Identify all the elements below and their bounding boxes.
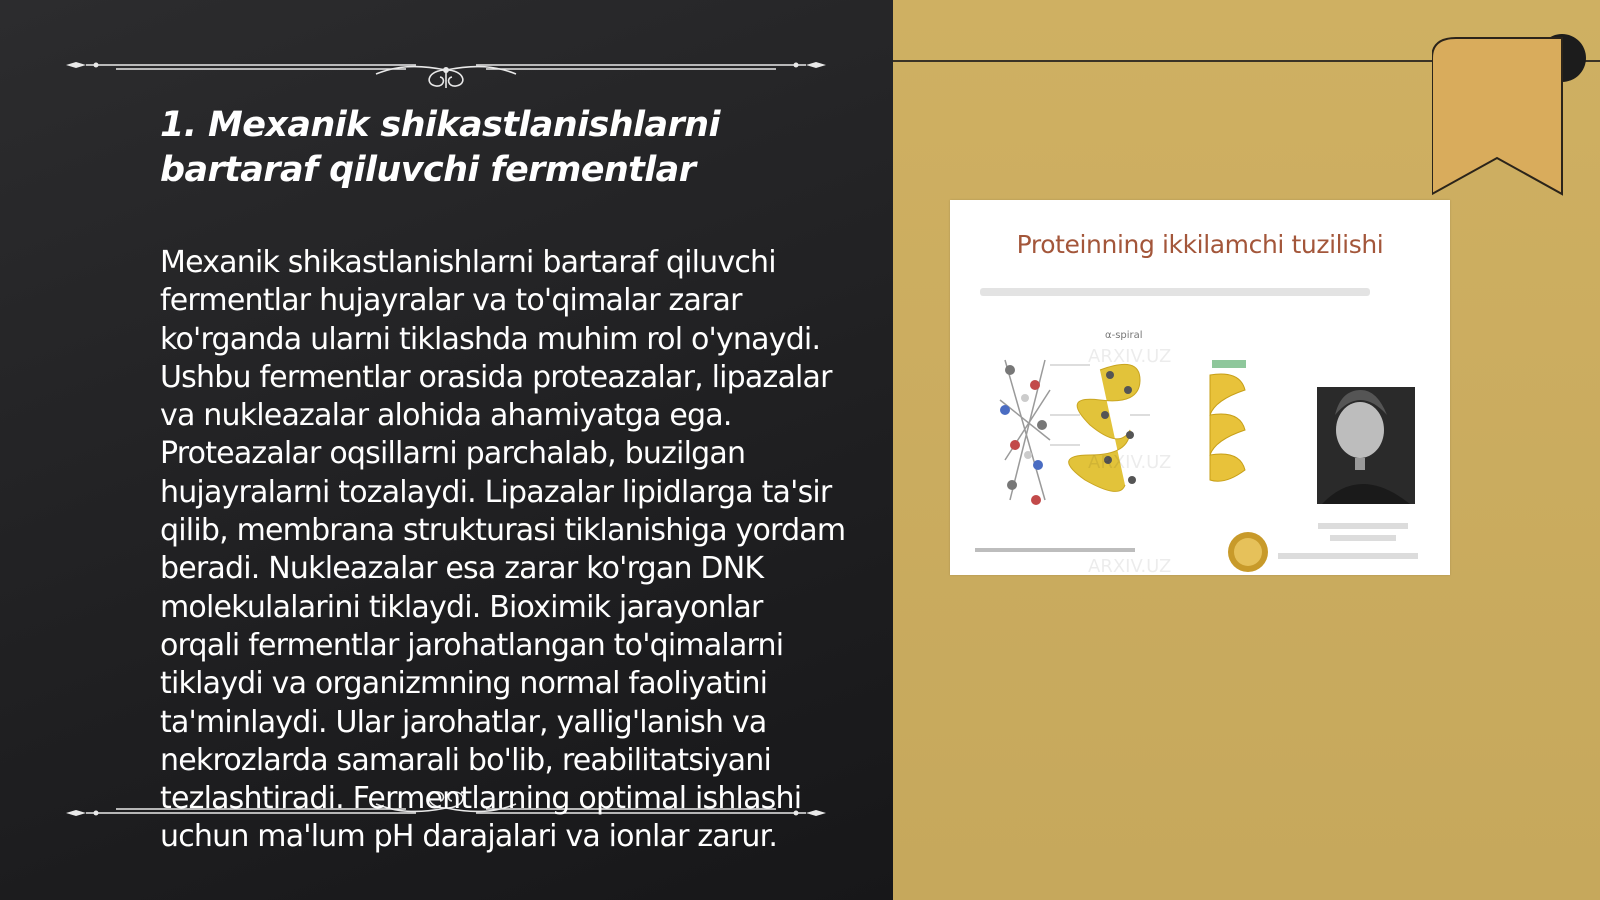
protein-structure-figure — [950, 200, 1450, 575]
slide-title: 1. Mexanik shikastlanishlarni bartaraf qiluvchi fermentlar — [160, 105, 720, 190]
watermark-text-3: ARXIV.UZ — [1088, 556, 1172, 575]
watermark-text-2: ARXIV.UZ — [1088, 452, 1172, 473]
figure-title: Proteinning ikkilamchi tuzilishi — [1016, 230, 1384, 259]
helix-label: α-spiral — [1105, 330, 1143, 341]
protein-helix-illustration — [950, 200, 1450, 575]
bookmark-ribbon-icon — [1432, 34, 1592, 199]
slide-body-text: Mexanik shikastlanishlarni bartaraf qiluvchi fermentlar hujayralar va to'qimalar zarar ko'rganda ularni tiklashda muhim rol o'ynaydi. Ushbu fermentlar orasida proteazalar, lipazalar va nukleazalar alohida ahamiyatga ega. Proteazalar oqsillarni parchalab, buzilgan hujayralarni tozalaydi. Lipazalar lipidlarga ta'sir qilib, membrana strukturasi tiklanishiga yordam beradi. Nukleazalar esa zarar ko'rgan DNK molekulalarini tiklaydi. Bioximik jarayonlar orqali fermentlar jarohatlangan to'qimalarni tiklaydi va organizmning normal faoliyatini ta'minlaydi. Ular jarohatlar, yallig'lanish va nekrozlarda samarali bo'lib, reabilitatsiyani tezlashtiradi. Fermentlarning optimal ishlashi uchun ma'lum pH darajalari va ionlar zarur. — [160, 245, 846, 855]
watermark-text-1: ARXIV.UZ — [1088, 346, 1172, 367]
top-ornament-divider — [66, 48, 826, 88]
